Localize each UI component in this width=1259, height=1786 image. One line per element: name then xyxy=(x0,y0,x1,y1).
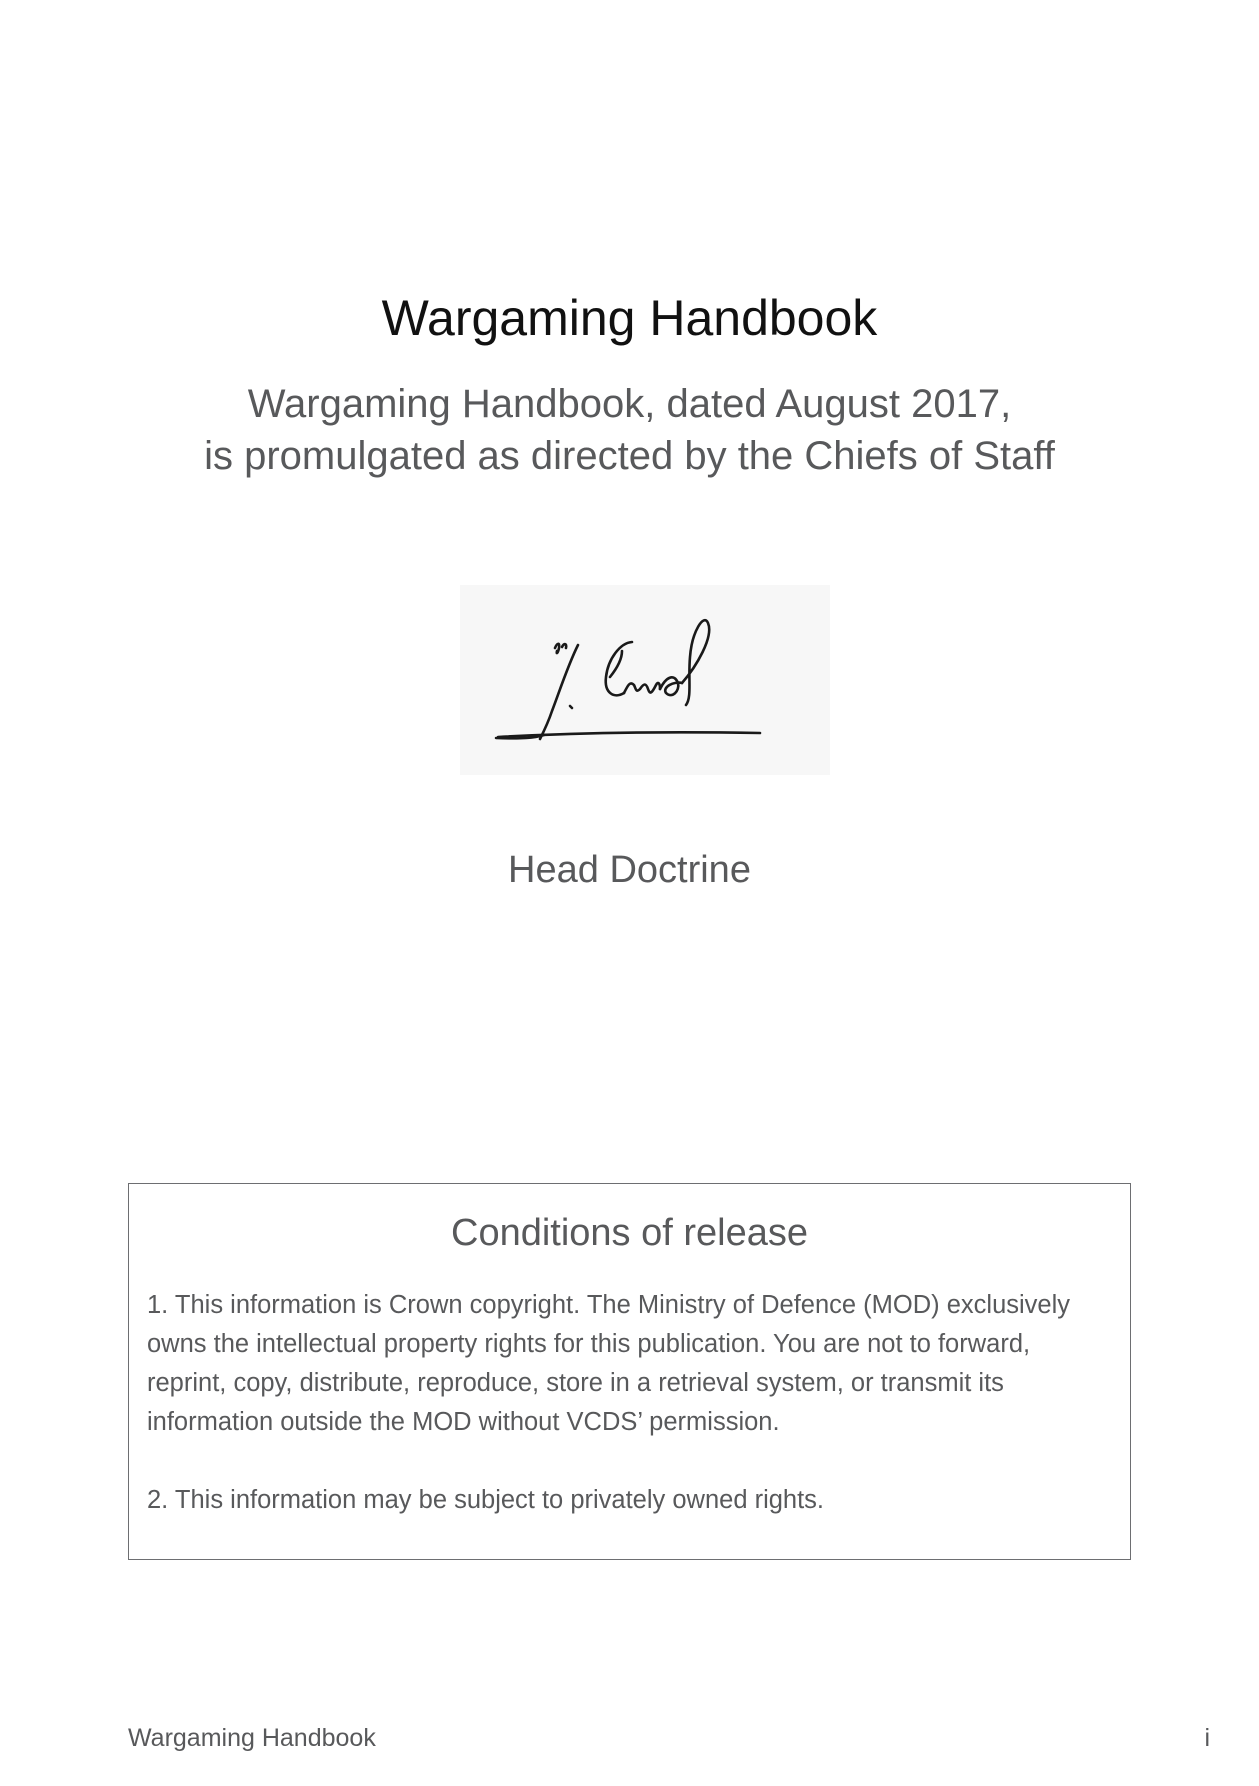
footer-page-number: i xyxy=(1204,1724,1210,1752)
footer-document-title: Wargaming Handbook xyxy=(128,1724,376,1752)
conditions-of-release-box xyxy=(128,1183,1131,1560)
signature-icon xyxy=(460,585,830,775)
signature-image xyxy=(460,585,830,775)
condition-item-1: 1. This information is Crown copyright. The Ministry of Defence (MOD) exclusively owns the intellectual property rights for this publication. You are not to forward, reprint, copy, distribute, reproduce, store in a retrieval system, or transmit its information outside the MOD without VCDS’ permission. xyxy=(147,1291,1071,1436)
signatory-title: Head Doctrine xyxy=(508,849,751,891)
page-title: Wargaming Handbook xyxy=(381,290,878,346)
promulgation-line-1: Wargaming Handbook, dated August 2017, xyxy=(247,382,1012,426)
promulgation-line-2: is promulgated as directed by the Chiefs of Staff xyxy=(204,434,1055,478)
promulgation-statement xyxy=(0,378,1259,482)
condition-item-2: 2. This information may be subject to privately owned rights. xyxy=(147,1486,825,1514)
conditions-heading: Conditions of release xyxy=(451,1212,808,1254)
